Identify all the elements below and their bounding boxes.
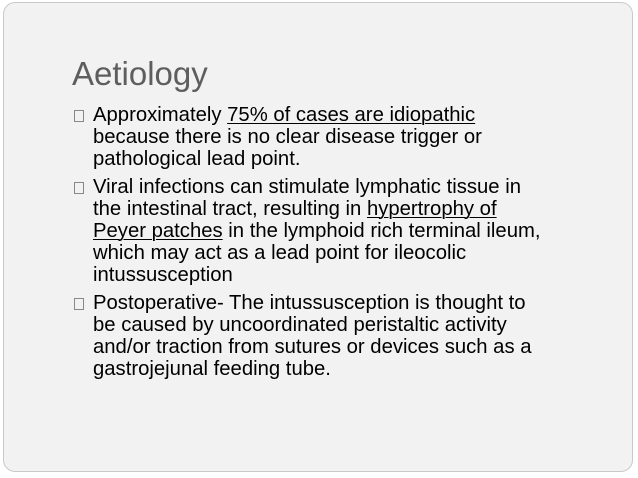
underlined-text: Peyer patches	[93, 220, 223, 242]
bullet-line: Postoperative- The intussusception is thought to	[93, 292, 526, 314]
slide-frame	[3, 2, 633, 472]
bullet-line: and/or traction from sutures or devices such as a	[93, 336, 532, 358]
bullet-line: gastrojejunal feeding tube.	[93, 358, 331, 380]
text-run: in the lymphoid rich terminal ileum,	[222, 220, 541, 242]
square-bullet-icon	[74, 182, 84, 194]
slide-title: Aetiology	[72, 55, 208, 92]
text-run: the intestinal tract, resulting in	[93, 198, 367, 220]
bullet-line: which may act as a lead point for ileocolic	[93, 242, 467, 264]
bullet-line: intussusception	[93, 264, 233, 286]
text-run: Approximately	[93, 104, 228, 126]
bullet-item-postoperative	[74, 292, 614, 380]
bullet-line: be caused by uncoordinated peristaltic activity	[93, 314, 507, 336]
bullet-line: Viral infections can stimulate lymphatic tissue in	[93, 176, 521, 198]
bullet-item-viral-infections	[74, 176, 614, 286]
bullet-line: because there is no clear disease trigger or	[93, 126, 482, 148]
square-bullet-icon	[74, 298, 84, 310]
underlined-text: 75% of cases are idiopathic	[227, 104, 476, 126]
bullet-item-idiopathic	[74, 104, 614, 170]
bullet-line	[93, 104, 614, 126]
bullet-line	[93, 220, 614, 242]
square-bullet-icon	[74, 110, 84, 122]
bullet-list	[74, 104, 614, 386]
bullet-line	[93, 198, 614, 220]
underlined-text: hypertrophy of	[366, 198, 497, 220]
bullet-line: pathological lead point.	[93, 148, 301, 170]
